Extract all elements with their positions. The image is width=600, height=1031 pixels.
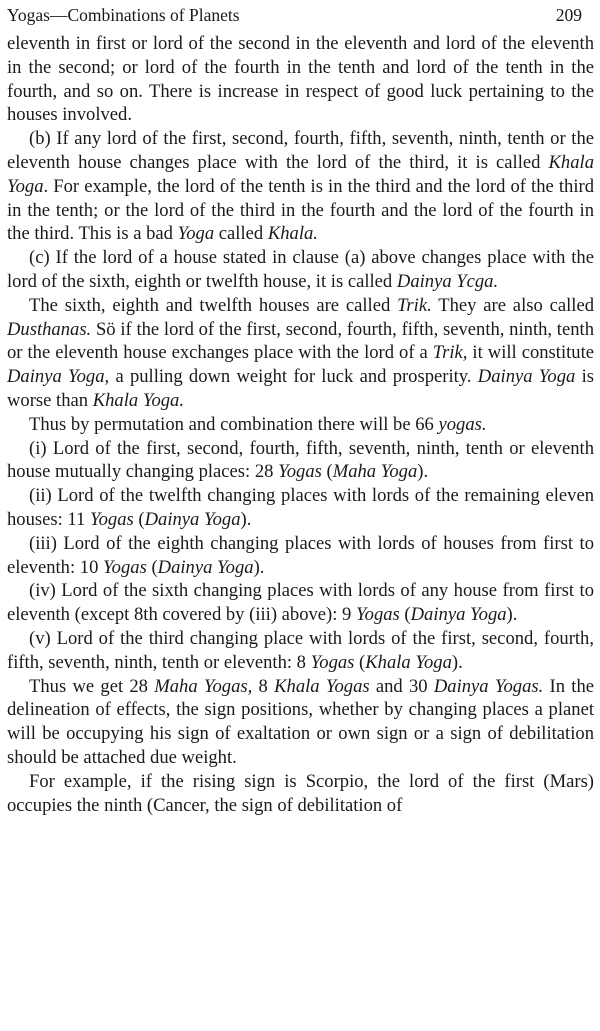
text-run: Thus we get 28: [29, 675, 155, 697]
text-run: ).: [417, 461, 429, 483]
text-run: (: [354, 651, 366, 673]
italic-term: Khala Yoga: [365, 651, 452, 673]
text-run: For example, if the rising sign is Scorpio, the lord of the first (Mars) occupies the ninth (Cancer, the sign of debilitation of: [7, 770, 594, 816]
paragraph: [7, 770, 594, 818]
text-run: ).: [506, 604, 518, 626]
paragraph: [7, 246, 594, 294]
italic-term: Yogas: [310, 651, 355, 673]
paragraph: [7, 294, 594, 413]
text-run: (ii) Lord of the twelfth changing places with lords of the remaining eleven houses: 11: [7, 485, 594, 530]
text-run: Sö if the lord of the first, second, fourth, fifth, seventh, ninth, tenth or the eleventh house exchanges place with the lord of a: [7, 318, 594, 364]
running-title: Yogas—Combinations of Planets: [7, 5, 240, 25]
italic-term: Maha Yogas,: [154, 675, 253, 697]
paragraph: [7, 437, 594, 485]
text-run: They are also called: [431, 294, 594, 316]
running-header: [7, 4, 594, 32]
paragraph: [7, 532, 594, 580]
italic-term: Dainya Yogas.: [433, 675, 544, 697]
text-run: ).: [253, 556, 265, 578]
italic-term: Dusthanas.: [7, 318, 92, 340]
text-run: In the delineation of effects, the sign positions, whether by changing places a planet will be occupying his sign of exaltation or own sign or a sign of debilitation should be attached due weight.: [7, 675, 594, 768]
text-run: eleventh in first or lord of the second in the eleventh and lord of the eleventh in the second; or lord of the fourth in the tenth and lord of the tenth in the fourth, and so on. There is increase in respect of good luck pertaining to the houses involved.: [7, 33, 594, 126]
text-run: (: [321, 461, 333, 483]
text-run: and 30: [369, 675, 434, 697]
italic-term: Trik,: [432, 342, 468, 364]
text-run: (b) If any lord of the first, second, fourth, fifth, seventh, ninth, tenth or the eleventh house changes place with the lord of the third, it is called: [7, 128, 594, 173]
text-run: it will constitute: [467, 342, 595, 364]
italic-term: yogas.: [438, 413, 487, 435]
italic-term: Dainya Ycga.: [396, 270, 499, 292]
italic-term: Dainya Yoga: [144, 508, 241, 530]
paragraph: [7, 413, 594, 437]
italic-term: Dainya Yoga: [157, 556, 254, 578]
italic-term: Yogas: [356, 604, 400, 626]
text-run: (: [399, 604, 411, 626]
text-run: called: [214, 223, 268, 245]
text-run: (c) If the lord of a house stated in clause (a) above changes place with the lord of the sixth, eighth or twelfth house, it is called: [7, 247, 594, 292]
text-run: is worse than: [7, 366, 594, 411]
italic-term: Yogas: [278, 461, 322, 483]
page-number: 209: [555, 5, 582, 25]
text-run: . For example, the lord of the tenth is in the third and the lord of the third in the tenth; or the lord of the third in the fourth and the lord of the fourth in the third. This is a bad: [7, 175, 594, 245]
text-run: The sixth, eighth and twelfth houses are called: [29, 294, 398, 316]
italic-term: Khala.: [267, 223, 318, 245]
text-run: (: [133, 508, 145, 530]
text-run: (iv) Lord of the sixth changing places with lords of any house from first to eleventh (except 8th covered by (iii) above): 9: [7, 580, 594, 626]
italic-term: Khala Yoga.: [92, 389, 184, 411]
italic-term: Yogas: [103, 556, 147, 578]
text-run: (v) Lord of the third changing place with lords of the first, second, fourth, fifth, seventh, ninth, tenth or eleventh: 8: [7, 627, 594, 673]
paragraph: [7, 32, 594, 127]
italic-term: Dainya Yoga: [410, 604, 507, 626]
paragraph: [7, 579, 594, 627]
text-run: (: [146, 556, 158, 578]
paragraph: [7, 627, 594, 675]
italic-term: Maha Yoga: [332, 461, 418, 483]
text-run: (iii) Lord of the eighth changing places with lords of houses from first to eleventh: 10: [7, 532, 594, 578]
italic-term: Yogas: [89, 508, 134, 530]
italic-term: Khala Yoga: [7, 151, 594, 197]
italic-term: Dainya Yoga,: [7, 366, 110, 388]
italic-term: Trik.: [397, 294, 432, 316]
italic-term: Dainya Yoga: [477, 366, 576, 388]
italic-term: Yoga: [177, 223, 215, 245]
italic-term: Khala Yogas: [274, 675, 370, 697]
paragraph: [7, 127, 594, 246]
paragraph: [7, 675, 594, 770]
text-run: 8: [252, 675, 275, 697]
text-run: Thus by permutation and combination there will be 66: [29, 413, 439, 435]
text-run: ).: [240, 508, 252, 530]
text-run: ).: [451, 651, 463, 673]
text-run: (i) Lord of the first, second, fourth, fifth, seventh, ninth, tenth or eleventh house mutually changing places: 28: [7, 437, 594, 483]
body-text: [7, 32, 594, 817]
text-run: a pulling down weight for luck and prosperity.: [109, 366, 478, 388]
paragraph: [7, 484, 594, 532]
